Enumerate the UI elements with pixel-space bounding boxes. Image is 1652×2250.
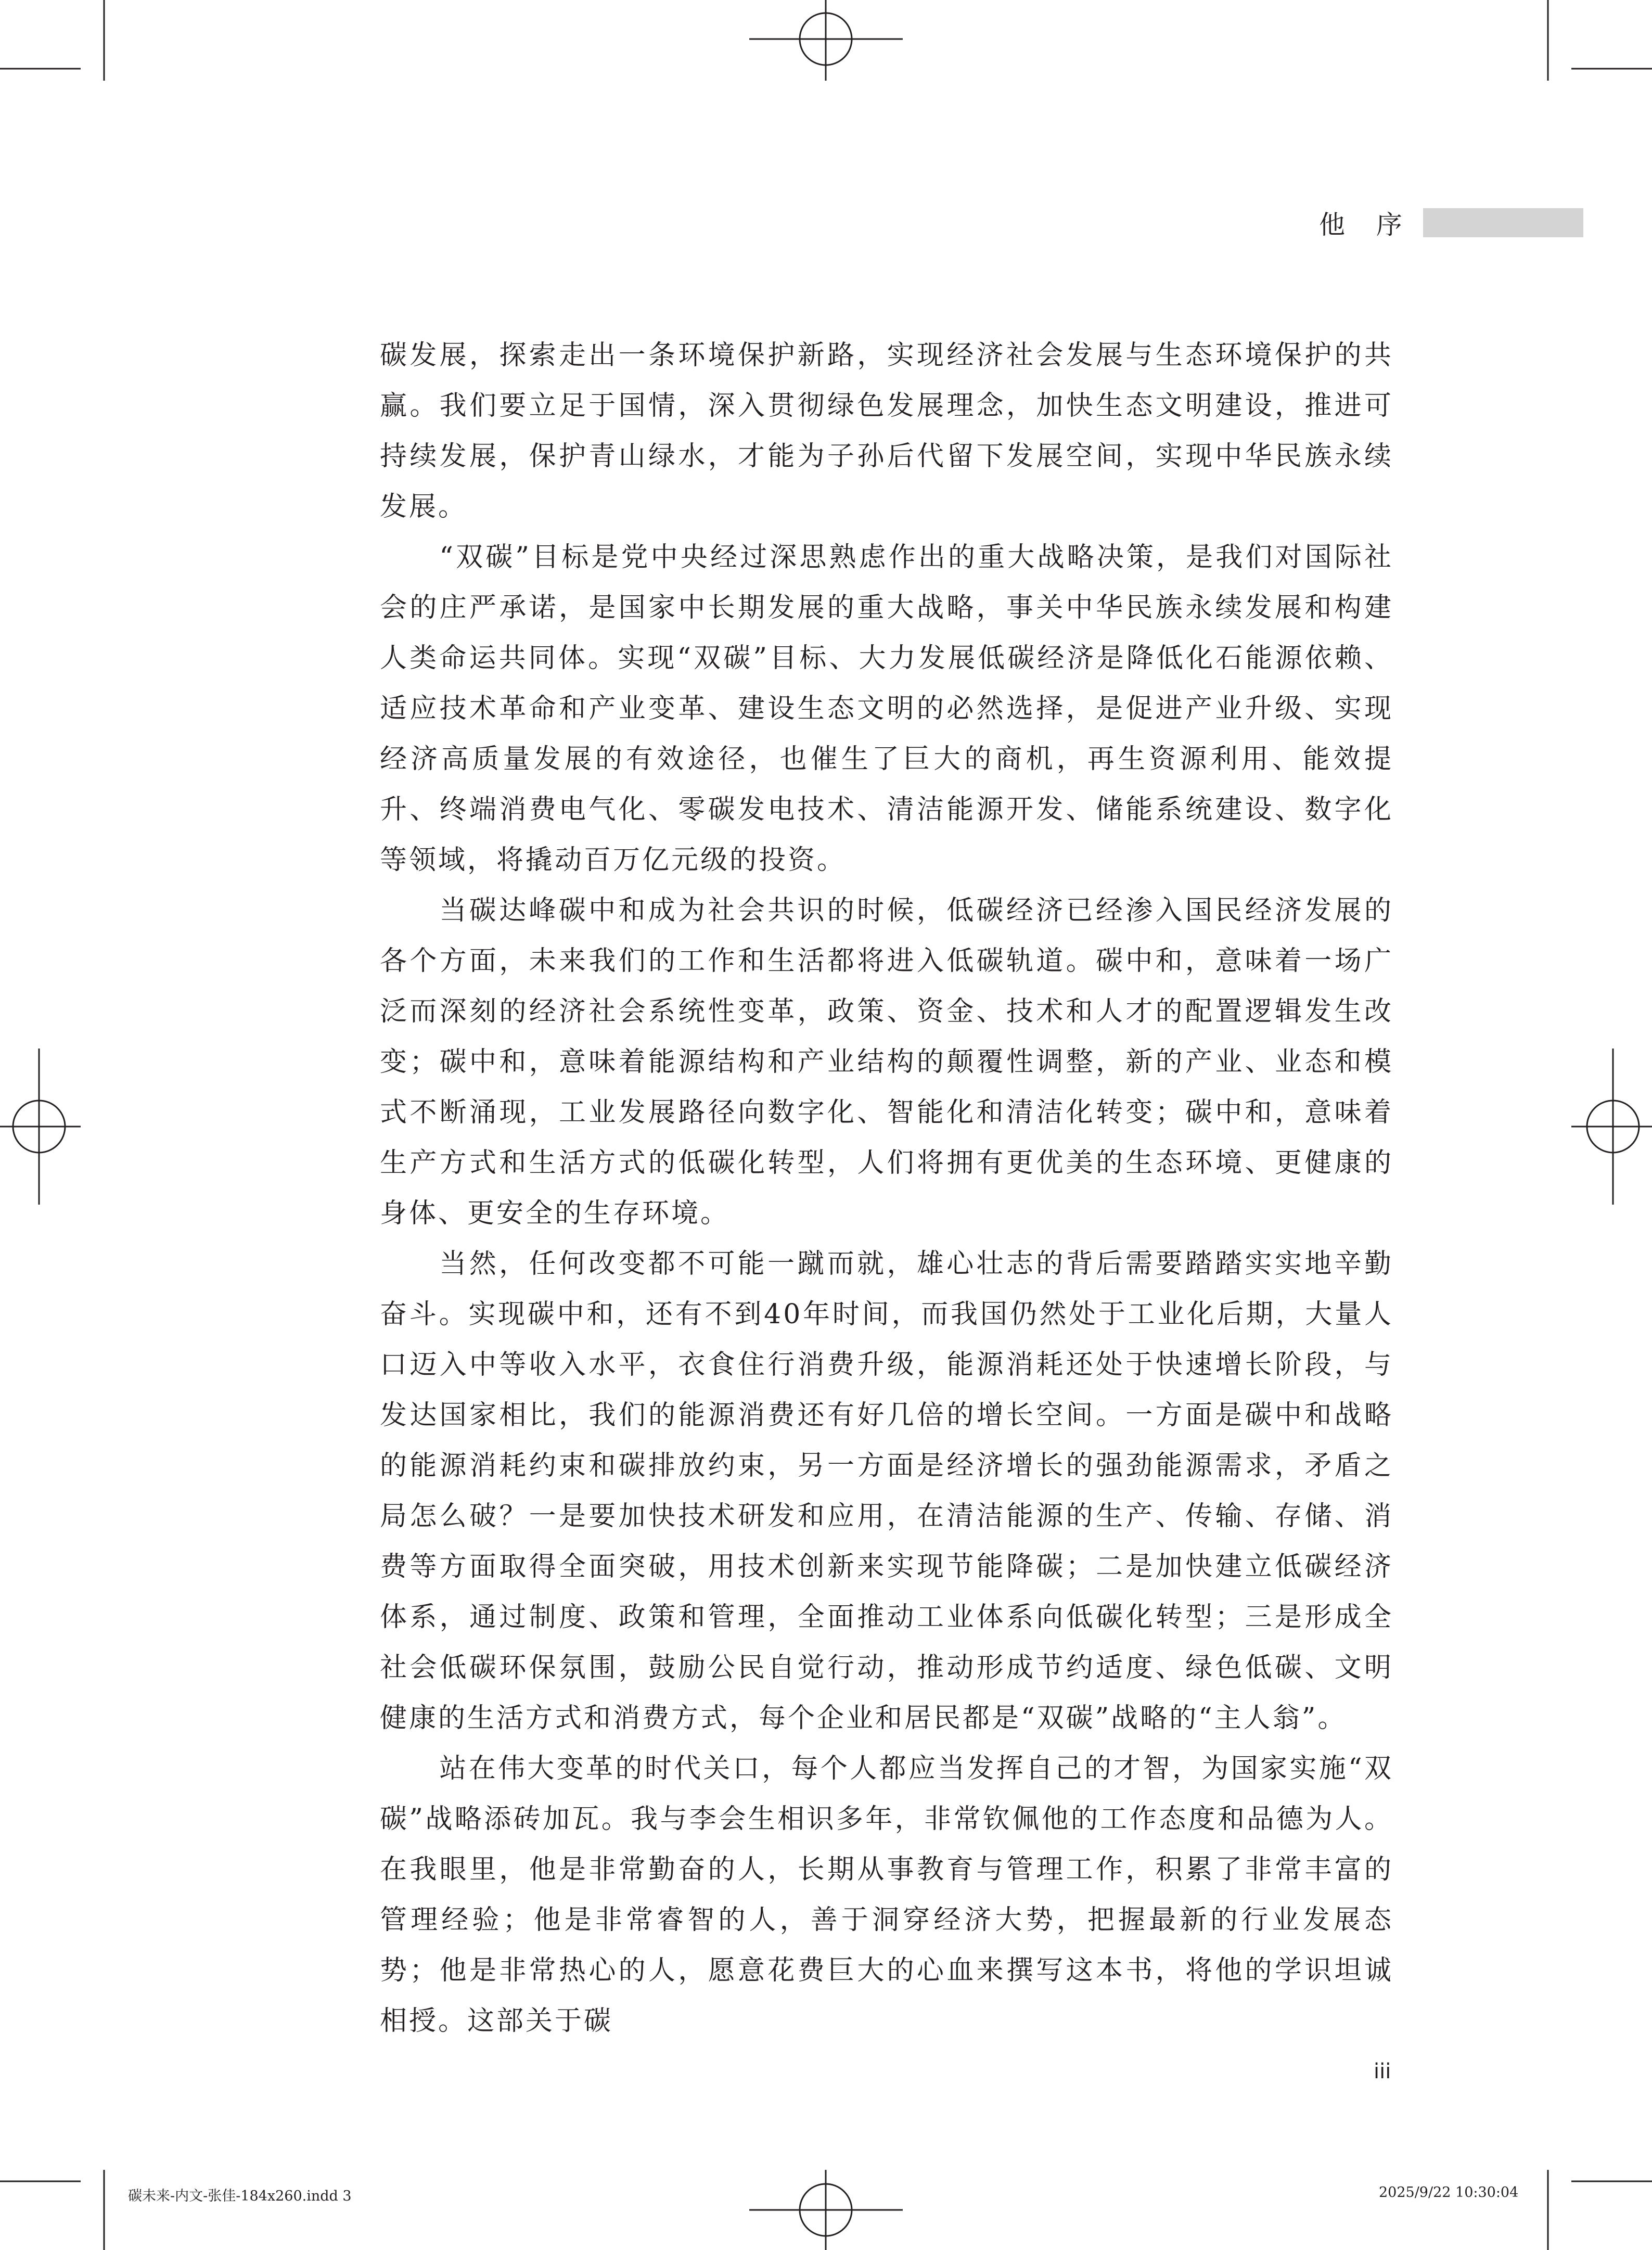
registration-mark-right [1571,1049,1652,1205]
paragraph-3: 当碳达峰碳中和成为社会共识的时候，低碳经济已经渗入国民经济发展的各个方面，未来我们的工作和生活都将进入低碳轨道。碳中和，意味着一场广泛而深刻的经济社会系统性变革，政策、资金、技术和人才的配置逻辑发生改变；碳中和，意味着能源结构和产业结构的颠覆性调整，新的产业、业态和模式不断涌现，工业发展路径向数字化、智能化和清洁化转变；碳中和，意味着生产方式和生活方式的低碳化转型，人们将拥有更优美的生态环境、更健康的身体、更安全的生存环境。 [380,895,1393,1229]
paragraph-4: 当然，任何改变都不可能一蹴而就，雄心壮志的背后需要踏踏实实地辛勤奋斗。实现碳中和，还有不到40年时间，而我国仍然处于工业化后期，大量人口迈入中等收入水平，衣食住行消费升级，能源消耗还处于快速增长阶段，与发达国家相比，我们的能源消费还有好几倍的增长空间。一方面是碳中和战略的能源消耗约束和碳排放约束，另一方面是经济增长的强劲能源需求，矛盾之局怎么破？一是要加快技术研发和应用，在清洁能源的生产、传输、存储、消费等方面取得全面突破，用技术创新来实现节能降碳；二是加快建立低碳经济体系，通过制度、政策和管理，全面推动工业体系向低碳化转型；三是形成全社会低碳环保氛围，鼓励公民自觉行动，推动形成节约适度、绿色低碳、文明健康的生活方式和消费方式，每个企业和居民都是“双碳”战略的“主人翁”。 [380,1248,1393,1734]
running-header [1319,207,1583,238]
paragraph-2: “双碳”目标是党中央经过深思熟虑作出的重大战略决策，是我们对国际社会的庄严承诺，是国家中长期发展的重大战略，事关中华民族永续发展和构建人类命运共同体。实现“双碳”目标、大力发展低碳经济是降低化石能源依赖、适应技术革命和产业变革、建设生态文明的必然选择，是促进产业升级、实现经济高质量发展的有效途径，也催生了巨大的商机，再生资源利用、能效提升、终端消费电气化、零碳发电技术、清洁能源开发、储能系统建设、数字化等领域，将撬动百万亿元级的投资。 [380,542,1393,876]
paragraph-5: 站在伟大变革的时代关口，每个人都应当发挥自己的才智，为国家实施“双碳”战略添砖加瓦。我与李会生相识多年，非常钦佩他的工作态度和品德为人。在我眼里，他是非常勤奋的人，长期从事教育与管理工作，积累了非常丰富的管理经验；他是非常睿智的人，善于洞穿经济大势，把握最新的行业发展态势；他是非常热心的人，愿意花费巨大的心血来撰写这本书，将他的学识坦诚相授。这部关于碳 [380,1753,1393,2037]
body-text [380,330,1393,2047]
page-number: iii [1374,2060,1391,2083]
header-bar [1423,208,1583,237]
slug-timestamp: 2025/9/22 10:30:04 [1379,2184,1519,2201]
registration-mark-left [0,1049,81,1205]
registration-mark-bottom [749,2170,903,2250]
paragraph-1: 碳发展，探索走出一条环境保护新路，实现经济社会发展与生态环境保护的共赢。我们要立足于国情，深入贯彻绿色发展理念，加快生态文明建设，推进可持续发展，保护青山绿水，才能为子孙后代留下发展空间，实现中华民族永续发展。 [380,340,1393,522]
slug-file-info: 碳未来-内文-张佳-184x260.indd 3 [128,2188,352,2204]
header-title: 他 序 [1319,210,1414,240]
registration-mark-top [749,0,903,81]
